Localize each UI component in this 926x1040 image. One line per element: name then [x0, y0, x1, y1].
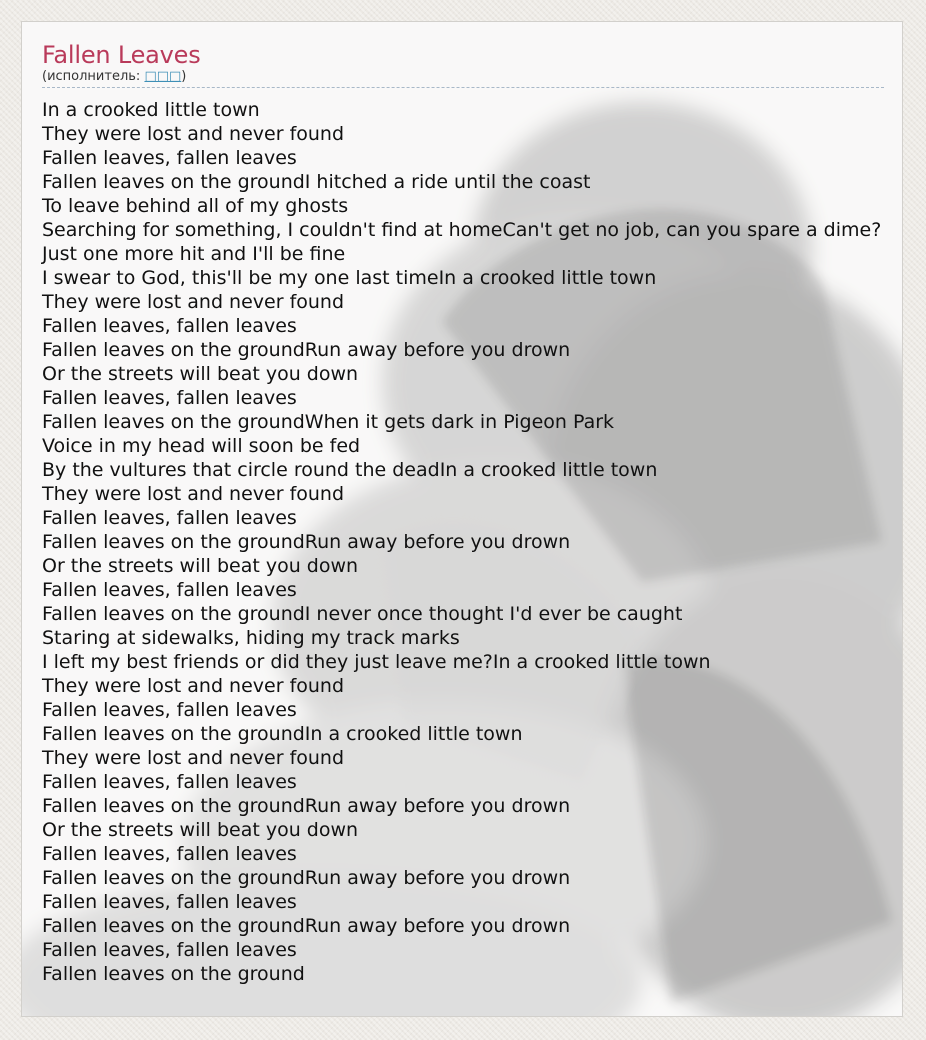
lyric-line: Fallen leaves, fallen leaves	[42, 387, 297, 409]
lyric-line: Fallen leaves, fallen leaves	[42, 579, 297, 601]
lyric-line: They were lost and never found	[42, 747, 345, 769]
artist-suffix: )	[181, 69, 187, 84]
lyric-line: They were lost and never found	[42, 483, 345, 505]
lyric-line: To leave behind all of my ghosts	[42, 195, 349, 217]
lyric-line: Fallen leaves, fallen leaves	[42, 771, 297, 793]
lyric-line: Fallen leaves, fallen leaves	[42, 891, 297, 913]
lyric-line: Fallen leaves on the groundRun away before you drown	[42, 915, 571, 937]
lyric-line: They were lost and never found	[42, 123, 345, 145]
lyrics-text	[42, 98, 902, 986]
artist-link[interactable]: □□□	[144, 69, 182, 84]
artist-byline	[42, 69, 902, 85]
lyric-line: Fallen leaves, fallen leaves	[42, 147, 297, 169]
lyric-line: Fallen leaves on the groundWhen it gets dark in Pigeon Park	[42, 411, 615, 433]
lyric-line: Or the streets will beat you down	[42, 555, 359, 577]
lyric-line: Fallen leaves, fallen leaves	[42, 507, 297, 529]
lyrics-card	[21, 21, 903, 1017]
lyric-line: Fallen leaves, fallen leaves	[42, 699, 297, 721]
lyric-line: Fallen leaves on the groundRun away before you drown	[42, 531, 571, 553]
lyric-line: Fallen leaves, fallen leaves	[42, 843, 297, 865]
artist-prefix: (исполнитель:	[42, 69, 145, 84]
lyric-line: They were lost and never found	[42, 291, 345, 313]
lyric-line: Staring at sidewalks, hiding my track marks	[42, 627, 460, 649]
lyric-line: Fallen leaves on the groundRun away before you drown	[42, 339, 571, 361]
lyric-line: Or the streets will beat you down	[42, 363, 359, 385]
lyric-line: By the vultures that circle round the deadIn a crooked little town	[42, 459, 658, 481]
lyric-line: I swear to God, this'll be my one last timeIn a crooked little town	[42, 267, 657, 289]
lyric-line: Searching for something, I couldn't find at homeCan't get no job, can you spare a dime?	[42, 219, 882, 241]
lyric-line: Fallen leaves, fallen leaves	[42, 939, 297, 961]
song-title: Fallen Leaves	[42, 41, 201, 69]
lyric-line: I left my best friends or did they just leave me?In a crooked little town	[42, 651, 711, 673]
lyrics-content	[42, 40, 902, 986]
lyric-line: Or the streets will beat you down	[42, 819, 359, 841]
lyric-line: Fallen leaves, fallen leaves	[42, 315, 297, 337]
lyric-line: Fallen leaves on the groundI hitched a ride until the coast	[42, 171, 591, 193]
lyric-line: Fallen leaves on the ground	[42, 963, 305, 985]
lyric-line: Fallen leaves on the groundIn a crooked little town	[42, 723, 523, 745]
lyric-line: Fallen leaves on the groundRun away before you drown	[42, 795, 571, 817]
lyric-line: They were lost and never found	[42, 675, 345, 697]
lyric-line: Just one more hit and I'll be fine	[42, 243, 346, 265]
lyric-line: Voice in my head will soon be fed	[42, 435, 361, 457]
lyric-line: In a crooked little town	[42, 99, 260, 121]
lyric-line: Fallen leaves on the groundI never once thought I'd ever be caught	[42, 603, 683, 625]
lyric-line: Fallen leaves on the groundRun away before you drown	[42, 867, 571, 889]
title-divider	[42, 87, 884, 88]
